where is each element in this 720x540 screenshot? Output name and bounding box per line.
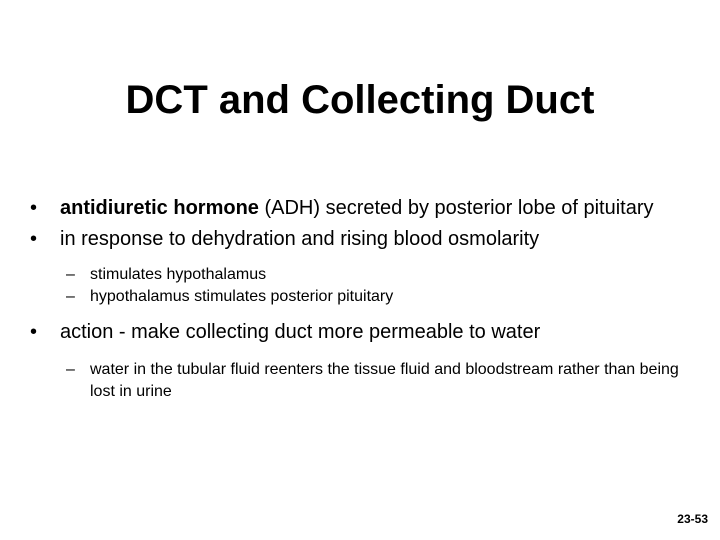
slide-title: DCT and Collecting Duct: [125, 78, 595, 122]
sub-bullet-text: water in the tubular fluid reenters the tissue fluid and bloodstream rather than being lost in urine: [90, 361, 679, 400]
bullet-bold-term: antidiuretic hormone: [60, 197, 259, 219]
sub-bullet-group: [30, 359, 700, 403]
bullet-item: [30, 227, 700, 252]
slide-content: [30, 196, 700, 403]
dash-marker: –: [66, 361, 75, 378]
sub-bullet-text: hypothalamus stimulates posterior pituitary: [90, 288, 394, 305]
bullet-text: in response to dehydration and rising blood osmolarity: [60, 228, 540, 250]
bullet-item: [30, 320, 700, 345]
bullet-item: [30, 196, 700, 221]
bullet-text: (ADH) secreted by posterior lobe of pituitary: [258, 197, 654, 219]
sub-bullet-item: [60, 359, 690, 403]
dash-marker: –: [66, 288, 75, 305]
page-number: 23-53: [677, 512, 708, 526]
sub-bullet-item: [60, 264, 700, 286]
bullet-marker: •: [30, 228, 38, 250]
sub-bullet-item: [60, 286, 700, 308]
dash-marker: –: [66, 266, 75, 283]
bullet-marker: •: [30, 321, 38, 343]
bullet-marker: •: [30, 197, 38, 219]
sub-bullet-text: stimulates hypothalamus: [90, 266, 267, 283]
sub-bullet-group: [30, 264, 700, 308]
bullet-text: action - make collecting duct more permeable to water: [60, 321, 541, 343]
